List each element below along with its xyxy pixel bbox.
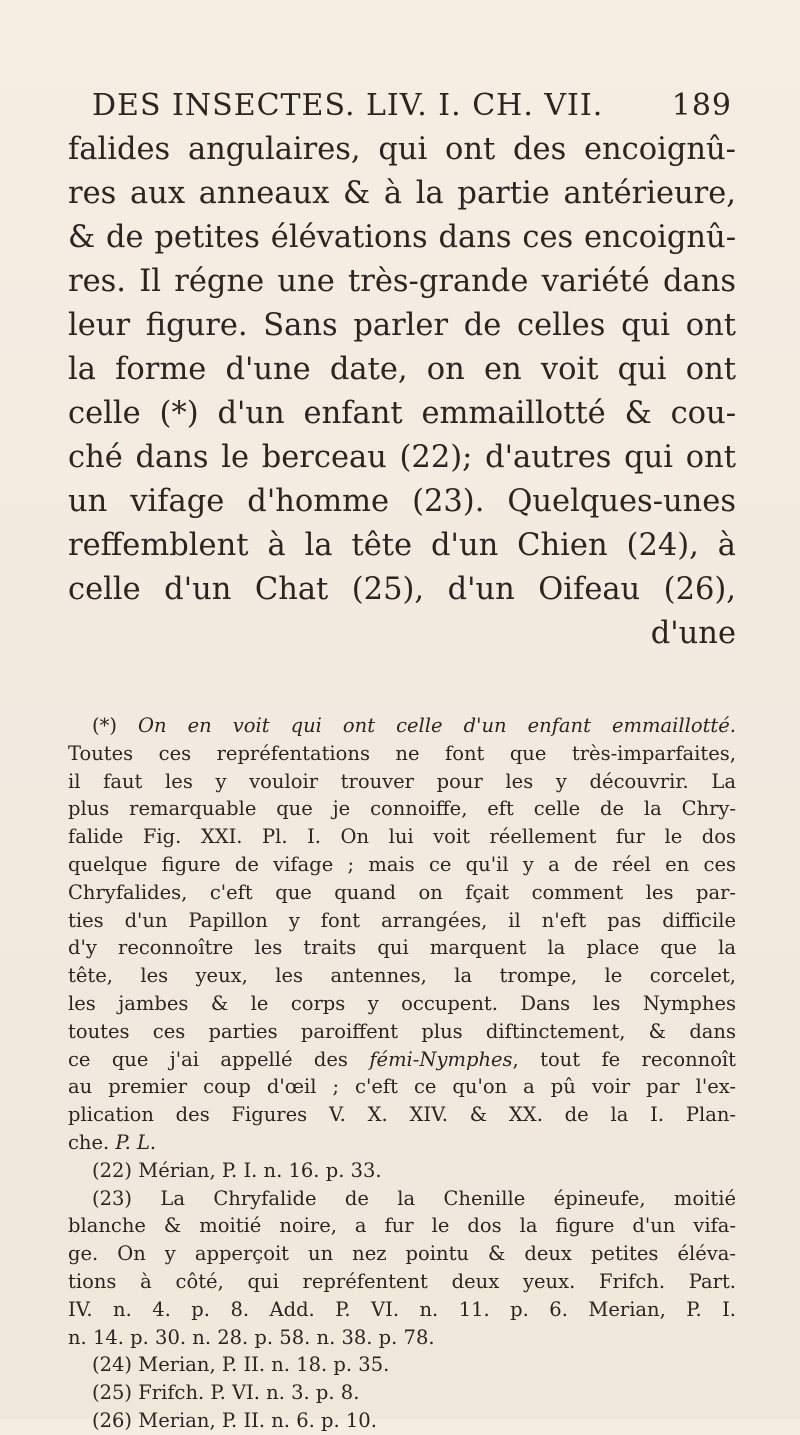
text-line: celle d'un Chat (25), d'un Oifeau (26),	[68, 572, 736, 607]
footnote-line: plication des Figures V. X. XIV. & XX. de la I. Plan-	[68, 1103, 736, 1127]
footnote-line	[68, 1129, 736, 1157]
footnote-line: quelque figure de vifage ; mais ce qu'il y a de réel en ces	[68, 852, 736, 876]
page-number: 189	[671, 88, 732, 123]
footnote-line: n. 14. p. 30. n. 28. p. 58. n. 38. p. 78.	[68, 1325, 435, 1349]
footnote-line: d'y reconnoître les traits qui marquent la place que la	[68, 936, 736, 960]
main-text	[68, 128, 736, 656]
footnote-line: tête, les yeux, les antennes, la trompe, le corcelet,	[68, 964, 736, 988]
text-line: un vifage d'homme (23). Quelques-unes	[68, 484, 736, 519]
catchword: d'une	[650, 616, 736, 651]
footnote-marker: (*)	[92, 714, 117, 737]
footnote-line: Chryfalides, c'eft que quand on fçait comment les par-	[68, 880, 736, 904]
footnote-line	[68, 1046, 736, 1074]
text-line: & de petites élévations dans ces encoignû-	[68, 220, 736, 255]
footnote-line: ge. On y apperçoit un nez pointu & deux petites éléva-	[68, 1242, 736, 1266]
footnote-line: Toutes ces repréfentations ne font que très-imparfaites,	[68, 741, 736, 765]
footnote-line: au premier coup d'œil ; c'eft ce qu'on a pû voir par l'ex-	[68, 1075, 736, 1099]
footnote-25: (25) Frifch. P. VI. n. 3. p. 8.	[92, 1381, 360, 1405]
text-line: celle (*) d'un enfant emmaillotté & cou-	[68, 396, 736, 431]
text-line: falides angulaires, qui ont des encoignû-	[68, 132, 736, 167]
footnote-line: blanche & moitié noire, a fur le dos la figure d'un vifa-	[68, 1214, 736, 1238]
footnote-line: toutes ces parties paroiffent plus diftinctement, & dans	[68, 1019, 736, 1043]
text-line: res. Il régne une très-grande variété dans	[68, 264, 736, 299]
footnote-line: ties d'un Papillon y font arrangées, il n'eft pas difficile	[68, 908, 736, 932]
footnote-quote: On en voit qui ont celle d'un enfant emmaillotté.	[138, 714, 736, 737]
footnote-star-heading	[68, 712, 736, 740]
text-line: ché dans le berceau (22); d'autres qui ont	[68, 440, 736, 475]
text-line: leur figure. Sans parler de celles qui ont	[68, 308, 736, 343]
footnote-24: (24) Merian, P. II. n. 18. p. 35.	[92, 1353, 390, 1377]
footnote-line: tions à côté, qui repréfentent deux yeux. Frifch. Part.	[68, 1269, 736, 1293]
footnote-line: plus remarquable que je connoiffe, eft celle de la Chry-	[68, 797, 736, 821]
text-line: res aux anneaux & à la partie antérieure,	[68, 176, 736, 211]
running-head	[92, 88, 732, 123]
footnote-26: (26) Merian, P. II. n. 6. p. 10.	[92, 1408, 377, 1432]
footnote-22: (22) Mérian, P. I. n. 16. p. 33.	[92, 1158, 382, 1182]
footnote-fragment: ce que j'ai appellé des	[68, 1047, 348, 1071]
text-line: reffemblent à la tête d'un Chien (24), à	[68, 528, 736, 563]
text-line: la forme d'une date, on en voit qui ont	[68, 352, 736, 387]
footnotes	[68, 712, 736, 1435]
footnote-fragment: , tout fe reconnoît	[512, 1047, 737, 1071]
footnote-term: fémi-Nymphes	[369, 1047, 513, 1071]
footnote-line: les jambes & le corps y occupent. Dans les Nymphes	[68, 991, 736, 1015]
footnote-line: il faut les y vouloir trouver pour les y découvrir. La	[68, 769, 736, 793]
footnote-signature: P. L.	[115, 1130, 157, 1154]
footnote-23: (23) La Chryfalide de la Chenille épineufe, moitié	[92, 1186, 736, 1210]
footnote-line: falide Fig. XXI. Pl. I. On lui voit réellement fur le dos	[68, 825, 736, 849]
footnote-line: IV. n. 4. p. 8. Add. P. VI. n. 11. p. 6. Merian, P. I.	[68, 1297, 736, 1321]
footnote-fragment: che.	[68, 1130, 110, 1154]
running-head-title: DES INSECTES. LIV. I. CH. VII.	[92, 88, 604, 123]
